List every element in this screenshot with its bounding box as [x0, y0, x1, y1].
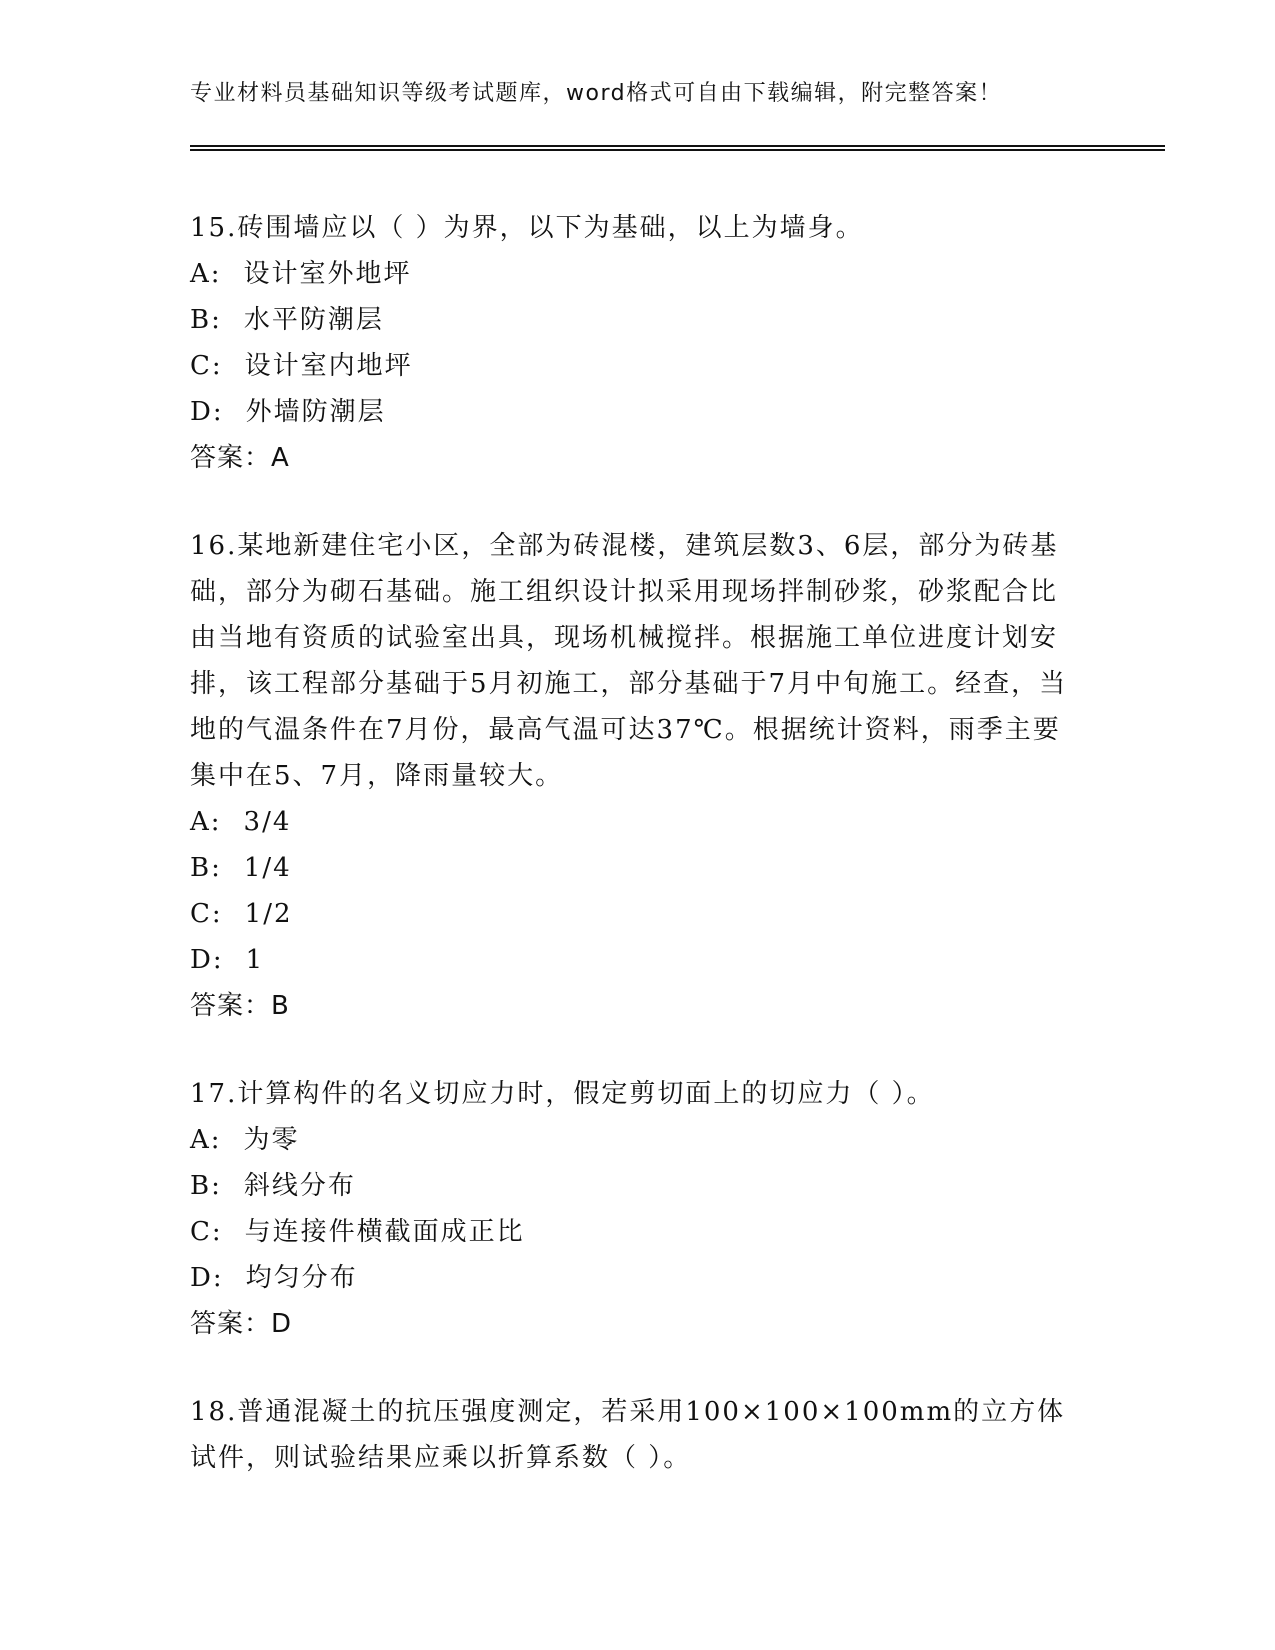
option-label: D:	[190, 1263, 224, 1293]
option-label: A:	[190, 259, 222, 289]
option-label: C:	[190, 351, 223, 381]
option-a	[190, 251, 1080, 297]
option-b	[190, 1163, 1080, 1209]
option-c	[190, 1209, 1080, 1255]
question-stem: 18.普通混凝土的抗压强度测定，若采用100×100×100mm的立方体试件，则试验结果应乘以折算系数（ ）。	[190, 1397, 1066, 1473]
option-text: 1/4	[243, 853, 292, 883]
option-text: 为零	[243, 1125, 300, 1155]
option-label: A:	[190, 1125, 222, 1155]
option-c	[190, 891, 1080, 937]
option-text: 水平防潮层	[243, 305, 384, 335]
option-b	[190, 845, 1080, 891]
option-a	[190, 1117, 1080, 1163]
option-d	[190, 389, 1080, 435]
option-text: 斜线分布	[243, 1171, 356, 1201]
header-divider	[190, 145, 1165, 151]
question-16	[190, 523, 1080, 1029]
option-text: 设计室内地坪	[244, 351, 413, 381]
answer-line: 答案：B	[190, 991, 290, 1021]
option-a	[190, 799, 1080, 845]
answer-line: 答案：A	[190, 443, 290, 473]
question-15	[190, 205, 1080, 481]
option-text: 均匀分布	[245, 1263, 358, 1293]
option-text: 外墙防潮层	[245, 397, 386, 427]
option-label: B:	[190, 1171, 222, 1201]
option-text: 与连接件横截面成正比	[244, 1217, 525, 1247]
option-label: B:	[190, 305, 222, 335]
option-text: 设计室外地坪	[243, 259, 412, 289]
option-text: 3/4	[243, 807, 292, 837]
answer-line: 答案：D	[190, 1309, 293, 1339]
question-17	[190, 1071, 1080, 1347]
option-text: 1/2	[244, 899, 293, 929]
question-stem: 15.砖围墙应以（ ）为界，以下为基础，以上为墙身。	[190, 213, 864, 243]
option-b	[190, 297, 1080, 343]
option-label: B:	[190, 853, 222, 883]
question-18	[190, 1389, 1080, 1481]
option-label: D:	[190, 397, 224, 427]
option-d	[190, 937, 1080, 983]
option-label: C:	[190, 899, 223, 929]
option-label: A:	[190, 807, 222, 837]
question-stem: 17.计算构件的名义切应力时，假定剪切面上的切应力（ ）。	[190, 1079, 935, 1109]
page-header: 专业材料员基础知识等级考试题库，word格式可自由下载编辑，附完整答案！	[190, 81, 1003, 106]
question-stem: 16.某地新建住宅小区，全部为砖混楼，建筑层数3、6层，部分为砖基础，部分为砌石基础。施工组织设计拟采用现场拌制砂浆，砂浆配合比由当地有资质的试验室出具，现场机械搅拌。根据施工单位进度计划安排，该工程部分基础于5月初施工，部分基础于7月中旬施工。经查，当地的气温条件在7月份，最高气温可达37℃。根据统计资料，雨季主要集中在5、7月，降雨量较大。	[190, 531, 1068, 791]
option-label: C:	[190, 1217, 223, 1247]
option-d	[190, 1255, 1080, 1301]
question-list	[190, 205, 1080, 1523]
option-text: 1	[245, 945, 265, 975]
option-label: D:	[190, 945, 224, 975]
option-c	[190, 343, 1080, 389]
